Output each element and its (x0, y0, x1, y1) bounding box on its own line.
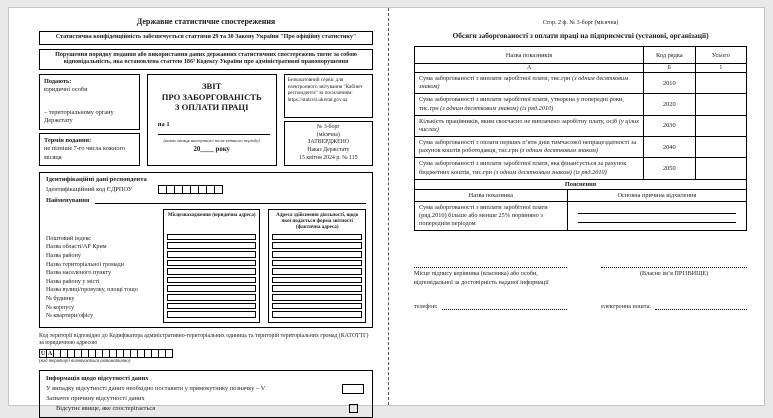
approved-label: ЗАТВЕРДЖЕНО (307, 139, 350, 146)
actual-address-input[interactable] (272, 268, 362, 275)
address-label: Назва області/АР Крим (46, 244, 107, 251)
table-row (415, 158, 747, 179)
table-row (415, 73, 747, 94)
term-text: не пізніше 7-го числа кожного місяця (44, 145, 126, 161)
debt-table-header (415, 47, 747, 64)
col-header-code: Код рядка (644, 47, 695, 64)
table-row (415, 94, 747, 115)
page-2-header: Стор. 2 ф. № 3-борг (місячна) (542, 20, 619, 26)
address-labels (46, 209, 155, 323)
submit-to: – територіальному органу Держстату (44, 108, 114, 125)
deviation-reason-field[interactable] (567, 201, 746, 231)
no-data-section (39, 370, 373, 418)
value-cell-2050[interactable] (695, 158, 746, 179)
explanation-title: Пояснення (415, 179, 747, 189)
col-header-total: Усього (695, 47, 746, 64)
email-contact (587, 303, 747, 310)
address-label: Назва вулиці/провулку, площі тощо (46, 287, 138, 294)
legal-address-header: Місцезнаходження (юридична адреса) (167, 211, 256, 218)
table-row (415, 115, 747, 136)
row-code: 2040 (644, 137, 695, 158)
edrpou-cell[interactable] (214, 185, 223, 194)
edrpou-row (46, 185, 366, 194)
phone-field[interactable] (442, 303, 568, 310)
indicator-name: Сума заборгованості з виплати заробітної плати, тис.грн (з одним десятковим знаком) (415, 73, 644, 94)
table-row (415, 137, 747, 158)
no-data-reason-label: Зазначте причину відсутності даних (46, 395, 145, 403)
edrpou-input (158, 185, 223, 194)
email-field[interactable] (655, 303, 747, 310)
ident-title: Ідентифікаційні дані респондента (46, 175, 147, 183)
no-data-checkbox[interactable] (342, 384, 364, 394)
report-title-line1: ЗВІТ (202, 80, 222, 91)
eservice-note: Безкоштовний сервіс для електронного звітування "Кабінет респондента" за посиланням: https://statzvit.ukrstat.gov.ua (284, 74, 373, 118)
form-periodicity: (місячна) (316, 131, 340, 138)
actual-address-input[interactable] (272, 234, 362, 241)
name-row (46, 197, 366, 204)
signature-block (414, 267, 747, 310)
address-label: № будинку (46, 295, 75, 302)
value-cell-2010[interactable] (695, 73, 746, 94)
reason-line[interactable] (578, 216, 736, 223)
explanation-row (415, 201, 747, 231)
email-label: електронна пошта: (601, 302, 651, 310)
explanation-col-reason: Основна причина відхилення (567, 189, 746, 201)
row-code: 2050 (644, 158, 695, 179)
submit-title: Подають: (44, 77, 72, 85)
actual-address-input[interactable] (272, 277, 362, 284)
no-data-row-2 (46, 404, 366, 414)
indicator-name: Сума заборгованості з виплати заробітної плати, утворена у попередні роки, тис.грн (з одним десятковим знаком) (із ряд.2010) (415, 94, 644, 115)
signature-field[interactable] (414, 267, 567, 268)
name-label: Найменування (46, 196, 90, 204)
no-data-title: Інформація щодо відсутності даних (46, 375, 149, 383)
report-title-line3: З ОПЛАТИ ПРАЦІ (174, 102, 249, 113)
full-name-field[interactable] (601, 267, 747, 268)
violation-note: Порушення порядку подання або використання даних державних статистичних спостережень тягне за собою відповідальність, яка встановлена статтею 186³ Кодексу України про адміністративні правопорушення (39, 49, 373, 70)
address-label: Назва району (46, 253, 81, 260)
actual-address-input[interactable] (272, 242, 362, 249)
no-data-row-1 (46, 384, 366, 394)
edrpou-label: Ідентифікаційний код ЄДРПОУ (46, 185, 133, 193)
explanation-indicator: Сума заборгованості з виплати заробітної плати (ряд.2010) більше або менше 25% порівняно з попереднім періодом (415, 201, 568, 231)
submit-column (39, 74, 140, 166)
katottg-caption: (код території визначається автоматично) (39, 359, 131, 365)
legal-address-input[interactable] (167, 268, 257, 275)
contact-row (414, 303, 747, 310)
address-label: Поштовий індекс (46, 235, 91, 242)
page-1 (9, 8, 388, 412)
term-info-box (39, 133, 140, 166)
explanation-table (414, 179, 747, 232)
legal-address-input[interactable] (167, 311, 257, 318)
address-label: № корпусу (46, 304, 75, 311)
no-data-instruction: У випадку відсутності даних необхідно поставити у прямокутнику позначку – V (46, 385, 266, 393)
explanation-header-row (415, 189, 747, 201)
legal-address-input[interactable] (167, 234, 257, 241)
report-date-line (154, 121, 270, 137)
phone-contact (414, 303, 587, 310)
debt-table-subheader (415, 64, 747, 73)
form-number: № 3-борг (316, 123, 340, 130)
respondent-identification-box (39, 172, 373, 328)
katottg-section (39, 333, 373, 366)
report-year-line: 20____ року (193, 146, 230, 154)
legal-address-input[interactable] (167, 294, 257, 301)
actual-address-header: Адреса здійснення діяльності, щодо якої подається форма звітності (фактична адреса) (276, 211, 359, 231)
value-cell-2020[interactable] (695, 94, 746, 115)
subheader-b: Б (644, 64, 695, 73)
explanation-title-row (415, 179, 747, 189)
signature-name (587, 267, 747, 287)
explanation-col-name: Назва показника (415, 189, 568, 201)
report-date-prefix: на 1 (157, 121, 170, 129)
actual-address-column (268, 209, 366, 323)
row-code: 2030 (644, 115, 695, 136)
address-label: № квартири/офісу (46, 313, 94, 320)
legal-address-input[interactable] (167, 242, 257, 249)
legal-address-input[interactable] (167, 277, 257, 284)
reason-line[interactable] (578, 207, 736, 214)
page-2 (388, 8, 764, 405)
signature-place-label: Місце підпису керівника (власника) або особи, відповідальної за достовірність наданої інформації (414, 270, 549, 286)
actual-address-input[interactable] (272, 311, 362, 318)
legal-address-column (163, 209, 261, 323)
submit-info-box (39, 74, 140, 130)
actual-address-input[interactable] (272, 294, 362, 301)
actual-address-input[interactable] (272, 251, 362, 258)
report-date-caption: (назва місяця наступного після звітного періоду) (163, 138, 260, 144)
report-title-box (147, 74, 277, 166)
col-header-name: Назва показників (415, 47, 644, 64)
row-code: 2020 (644, 94, 695, 115)
indicator-name: Сума заборгованості з оплати перших п’яти днів тимчасової непрацездатності за рахунок коштів роботодавця, тис.грн (з одним десятковим знаком) (415, 137, 644, 158)
no-phenomenon-label: Відсутнє явище, яке спостерігається (56, 404, 156, 412)
page-2-title: Обсяги заборгованості з оплати праці на підприємстві (установі, організації) (452, 31, 709, 40)
indicator-name: Сума заборгованості з виплати заробітної плати, яка фінансується за рахунок бюджетних коштів, тис.грн (з одним десятковим знаком) (із ряд.2010) (415, 158, 644, 179)
katottg-label: Код території відповідно до Кодифікатора адміністративно-територіальних одиниць та територій територіальних громад (КАТОТТГ) за юридичною адресою (39, 332, 369, 346)
katottg-cell[interactable] (165, 349, 173, 358)
phone-label: телефон: (414, 302, 438, 310)
actual-address-input[interactable] (272, 260, 362, 267)
subheader-1: 1 (695, 64, 746, 73)
form-heading: Державне статистичне спостереження (136, 17, 276, 26)
legal-address-input[interactable] (167, 260, 257, 267)
confidentiality-note: Статистична конфіденційність забезпечується статтями 29 та 30 Закону України "Про офіційну статистику" (39, 31, 373, 45)
report-month-field[interactable] (158, 128, 270, 135)
no-phenomenon-checkbox[interactable] (349, 404, 358, 413)
form-header-row (39, 74, 373, 166)
address-label: Назва територіальної громади (46, 261, 125, 268)
actual-address-input[interactable] (272, 285, 362, 292)
address-label: Назва району у місті (46, 278, 100, 285)
approval-column (284, 74, 373, 166)
value-cell-2040[interactable] (695, 137, 746, 158)
full-name-caption: (Власне ім’я ПРІЗВИЩЕ) (639, 270, 709, 278)
approval-stamp (284, 121, 373, 166)
legal-address-input[interactable] (167, 303, 257, 310)
title-column (147, 74, 277, 166)
approval-order-date: 15 квітня 2024 р. № 115 (299, 155, 358, 162)
address-label: Назва населеного пункту (46, 270, 112, 277)
term-title: Термін подання: (44, 136, 92, 144)
document-sheet (8, 7, 765, 412)
debt-table (414, 46, 747, 180)
subheader-a: А (415, 64, 644, 73)
value-cell-2030[interactable] (695, 115, 746, 136)
approval-order: Наказ Держстату (307, 147, 350, 154)
signature-place (414, 267, 587, 287)
report-title-line2: ПРО ЗАБОРГОВАНІСТЬ (161, 91, 262, 102)
submit-who: юридичні особи (44, 86, 88, 94)
respondent-name-field[interactable] (95, 197, 366, 204)
actual-address-input[interactable] (272, 303, 362, 310)
legal-address-input[interactable] (167, 285, 257, 292)
katottg-cell-ua: U (40, 351, 46, 358)
katottg-input (39, 349, 173, 358)
row-code: 2010 (644, 73, 695, 94)
address-grid (46, 209, 366, 323)
legal-address-input[interactable] (167, 251, 257, 258)
katottg-cell-ua: A (47, 351, 53, 358)
indicator-name: Кількість працівників, яким своєчасно не виплачено заробітну плату, осіб (у цілих числах) (415, 115, 644, 136)
signature-row (414, 267, 747, 287)
